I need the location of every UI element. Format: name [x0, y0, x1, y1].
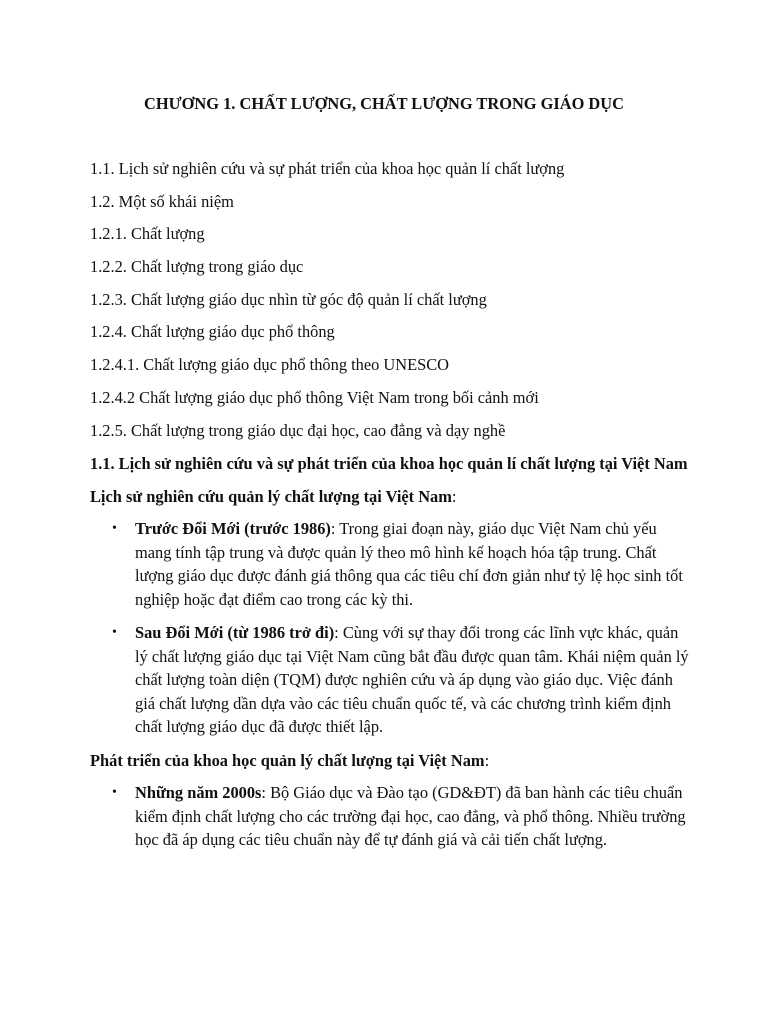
- toc-item: 1.2.4. Chất lượng giáo dục phổ thông: [90, 322, 335, 342]
- development-label-text: Phát triển của khoa học quản lý chất lượng tại Việt Nam: [90, 750, 485, 770]
- toc-item: 1.2. Một số khái niệm: [90, 191, 234, 211]
- list-item: [135, 781, 690, 852]
- toc-item: 1.2.2. Chất lượng trong giáo dục: [90, 257, 304, 277]
- toc-item: 1.2.5. Chất lượng trong giáo dục đại học, cao đẳng và dạy nghề: [90, 420, 506, 440]
- history-label-colon: :: [451, 486, 457, 506]
- section-heading: 1.1. Lịch sử nghiên cứu và sự phát triển của khoa học quản lí chất lượng tại Việt Nam: [90, 454, 688, 473]
- development-label: [90, 749, 690, 773]
- chapter-title: CHƯƠNG 1. CHẤT LƯỢNG, CHẤT LƯỢNG TRONG GIÁO DỤC: [144, 94, 624, 113]
- bullet-term: Sau Đổi Mới (từ 1986 trở đi): [135, 623, 335, 642]
- toc-item: 1.1. Lịch sử nghiên cứu và sự phát triển của khoa học quản lí chất lượng: [90, 159, 565, 178]
- development-label-colon: :: [484, 750, 490, 770]
- bullet-text: : Trong giai đoạn này, giáo dục Việt Nam chủ yếu mang tính tập trung và được quản lý theo mô hình kế hoạch hóa tập trung. Chất lượng giáo dục được đánh giá thông qua các tiêu chí đơn giản như tỷ lệ học sinh tốt nghiệp hoặc đạt điểm cao trong các kỳ thi.: [135, 519, 683, 609]
- bullet-text: : Bộ Giáo dục và Đào tạo (GD&ĐT) đã ban hành các tiêu chuẩn kiểm định chất lượng cho các trường đại học, cao đẳng, và phổ thông. Nhiều trường học đã áp dụng các tiêu chuẩn này để tự đánh giá và cải tiến chất lượng.: [135, 783, 686, 849]
- toc-item: 1.2.3. Chất lượng giáo dục nhìn từ góc độ quản lí chất lượng: [90, 289, 487, 309]
- history-label-text: Lịch sử nghiên cứu quản lý chất lượng tại Việt Nam: [90, 486, 452, 506]
- toc-item: 1.2.4.2 Chất lượng giáo dục phổ thông Việt Nam trong bối cảnh mới: [90, 387, 539, 407]
- toc-item: 1.2.1. Chất lượng: [90, 224, 205, 244]
- development-list: [90, 781, 690, 852]
- list-item: [135, 517, 690, 611]
- table-of-contents: [90, 158, 690, 452]
- document-body: [90, 452, 690, 862]
- bullet-term: Trước Đổi Mới (trước 1986): [135, 519, 331, 538]
- bullet-text: : Cùng với sự thay đổi trong các lĩnh vực khác, quản lý chất lượng giáo dục tại Việt Nam cũng bắt đầu được quan tâm. Khái niệm quản lý chất lượng toàn diện (TQM) được nghiên cứu và áp dụng vào giáo dục. Việc đánh giá chất lượng dần dựa vào các tiêu chuẩn quốc tế, và các chương trình kiểm định chất lượng giáo dục đã được thiết lập.: [135, 623, 689, 736]
- list-item: [135, 621, 690, 739]
- history-label: [90, 485, 690, 509]
- toc-item: 1.2.4.1. Chất lượng giáo dục phổ thông theo UNESCO: [90, 355, 450, 375]
- bullet-term: Những năm 2000s: [135, 783, 262, 802]
- history-list: [90, 517, 690, 739]
